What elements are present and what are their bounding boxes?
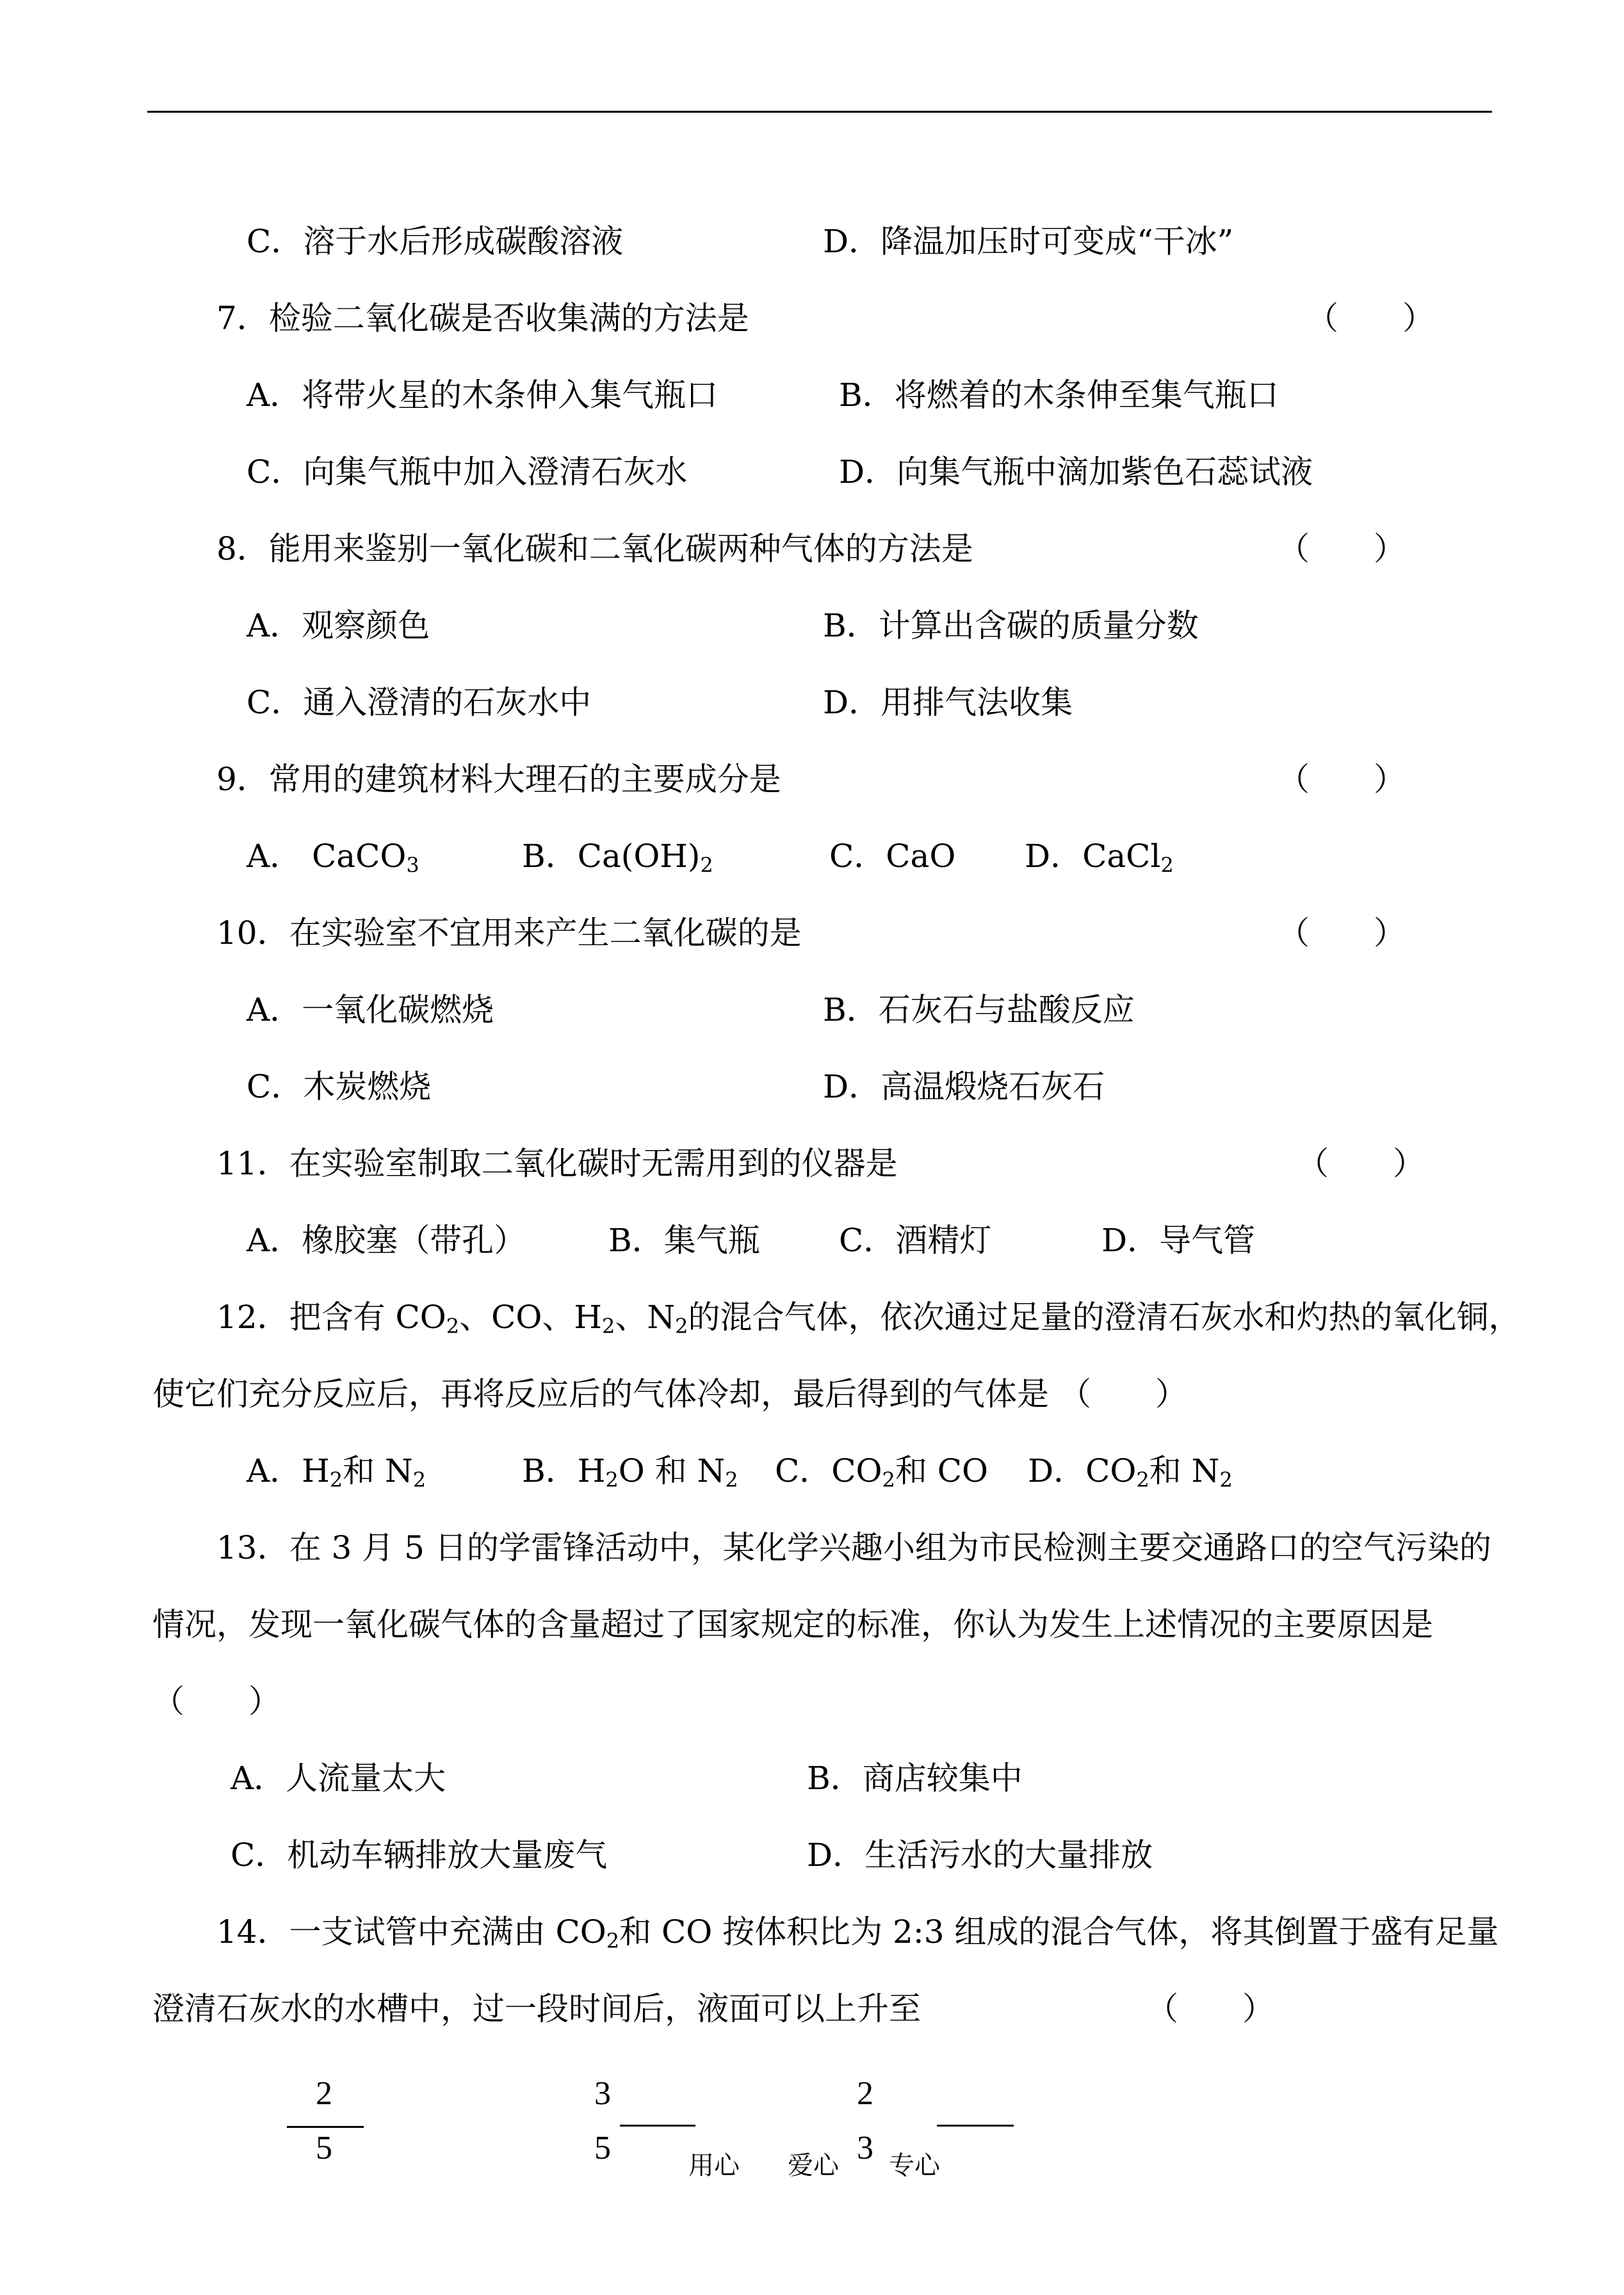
q12-stem-line2: 使它们充分反应后，再将反应后的气体冷却，最后得到的气体是 （ ）: [152, 1375, 1187, 1413]
q7-option-d: D．向集气瓶中滴加紫色石蕊试液: [839, 453, 1313, 491]
q11-option-a: A．橡胶塞（带孔）: [247, 1222, 526, 1259]
footer-text-2: 爱心: [788, 2151, 839, 2180]
q14-stem-line1: 14．一支试管中充满由 $CO_2$和 CO 按体积比为 2:3 组成的混合气体，将其倒置于盛有足量: [216, 1913, 1499, 1953]
q9-option-a: A． CaCO$_3$: [247, 838, 419, 877]
q11-stem: 11．在实验室制取二氧化碳时无需用到的仪器是: [216, 1145, 898, 1182]
q7-option-b: B．将燃着的木条伸至集气瓶口: [839, 377, 1279, 414]
fraction-1-denominator: 5: [316, 2130, 332, 2166]
fraction-2-numerator: 3: [594, 2075, 611, 2112]
fraction-1-numerator: 2: [316, 2075, 332, 2112]
q12-option-a: A．$H_2$和 $N_2$: [247, 1452, 426, 1492]
fraction-2-denominator: 5: [594, 2130, 611, 2166]
q9-option-c: C．CaO: [829, 838, 956, 875]
q8-stem: 8．能用来鉴别一氧化碳和二氧化碳两种气体的方法是: [216, 530, 973, 567]
q7-option-c: C．向集气瓶中加入澄清石灰水: [247, 453, 688, 491]
q7-option-a: A．将带火星的木条伸入集气瓶口: [247, 377, 719, 414]
q11-option-d: D．导气管: [1101, 1222, 1256, 1259]
q8-option-c: C．通入澄清的石灰水中: [247, 684, 592, 721]
q12-option-b: B．$H_2O$ 和 $N_2$: [522, 1452, 738, 1492]
q8-option-d: D．用排气法收集: [823, 684, 1073, 721]
q10-option-a: A．一氧化碳燃烧: [247, 991, 494, 1028]
q6-option-d: D．降温加压时可变成“干冰”: [823, 223, 1234, 260]
q13-option-b: B．商店较集中: [807, 1760, 1023, 1797]
fraction-3-denominator: 3: [857, 2130, 873, 2166]
blank-line-2: [620, 2125, 695, 2127]
q9-option-b: B．$Ca(OH)_2$: [522, 838, 713, 877]
q14-stem-line2: 澄清石灰水的水槽中，过一段时间后，液面可以上升至: [152, 1990, 921, 2027]
blank-line-3: [937, 2125, 1014, 2127]
q9-answer-paren: （ ）: [1278, 761, 1406, 798]
fraction-1-bar: [287, 2126, 364, 2128]
header-rule: [147, 111, 1492, 113]
q8-option-b: B．计算出含碳的质量分数: [823, 607, 1199, 644]
q14-answer-paren: （ ）: [1146, 1990, 1274, 2027]
q13-option-c: C．机动车辆排放大量废气: [231, 1837, 608, 1874]
q8-option-a: A．观察颜色: [247, 607, 430, 644]
q8-answer-paren: （ ）: [1278, 530, 1406, 567]
q10-option-b: B．石灰石与盐酸反应: [823, 991, 1135, 1028]
q10-answer-paren: （ ）: [1278, 914, 1406, 952]
q12-option-d: D．$CO_2$和 $N_2$: [1028, 1452, 1233, 1492]
footer-text-3: 专心: [889, 2151, 940, 2180]
q10-stem: 10．在实验室不宜用来产生二氧化碳的是: [216, 914, 802, 952]
q13-stem-line2: 情况，发现一氧化碳气体的含量超过了国家规定的标准，你认为发生上述情况的主要原因是: [152, 1606, 1433, 1643]
q13-stem-line1: 13．在 3 月 5 日的学雷锋活动中，某化学兴趣小组为市民检测主要交通路口的空气污染的: [216, 1529, 1491, 1566]
q9-stem: 9．常用的建筑材料大理石的主要成分是: [216, 761, 781, 798]
q13-option-d: D．生活污水的大量排放: [807, 1837, 1153, 1874]
q13-option-a: A．人流量太大: [231, 1760, 446, 1797]
q10-option-c: C．木炭燃烧: [247, 1068, 432, 1105]
footer-text-1: 用心: [688, 2151, 740, 2180]
q11-option-b: B．集气瓶: [608, 1222, 760, 1259]
q11-answer-paren: （ ）: [1297, 1145, 1425, 1182]
q7-stem: 7．检验二氧化碳是否收集满的方法是: [216, 300, 749, 337]
q10-option-d: D．高温煅烧石灰石: [823, 1068, 1105, 1105]
q7-answer-paren: （ ）: [1306, 300, 1434, 337]
q6-option-c: C．溶于水后形成碳酸溶液: [247, 223, 624, 260]
q13-answer-paren: （ ）: [152, 1683, 280, 1720]
fraction-3-numerator: 2: [857, 2075, 873, 2112]
q12-stem-line1: 12．把含有 $CO_2$、CO、$H_2$、$N_2$的混合气体，依次通过足量的澄清石灰水和灼热的氧化铜，: [216, 1299, 1521, 1338]
q9-option-d: D．CaCl$_2$: [1025, 838, 1174, 877]
q11-option-c: C．酒精灯: [839, 1222, 992, 1259]
q12-option-c: C．$CO_2$和 CO: [775, 1452, 989, 1492]
